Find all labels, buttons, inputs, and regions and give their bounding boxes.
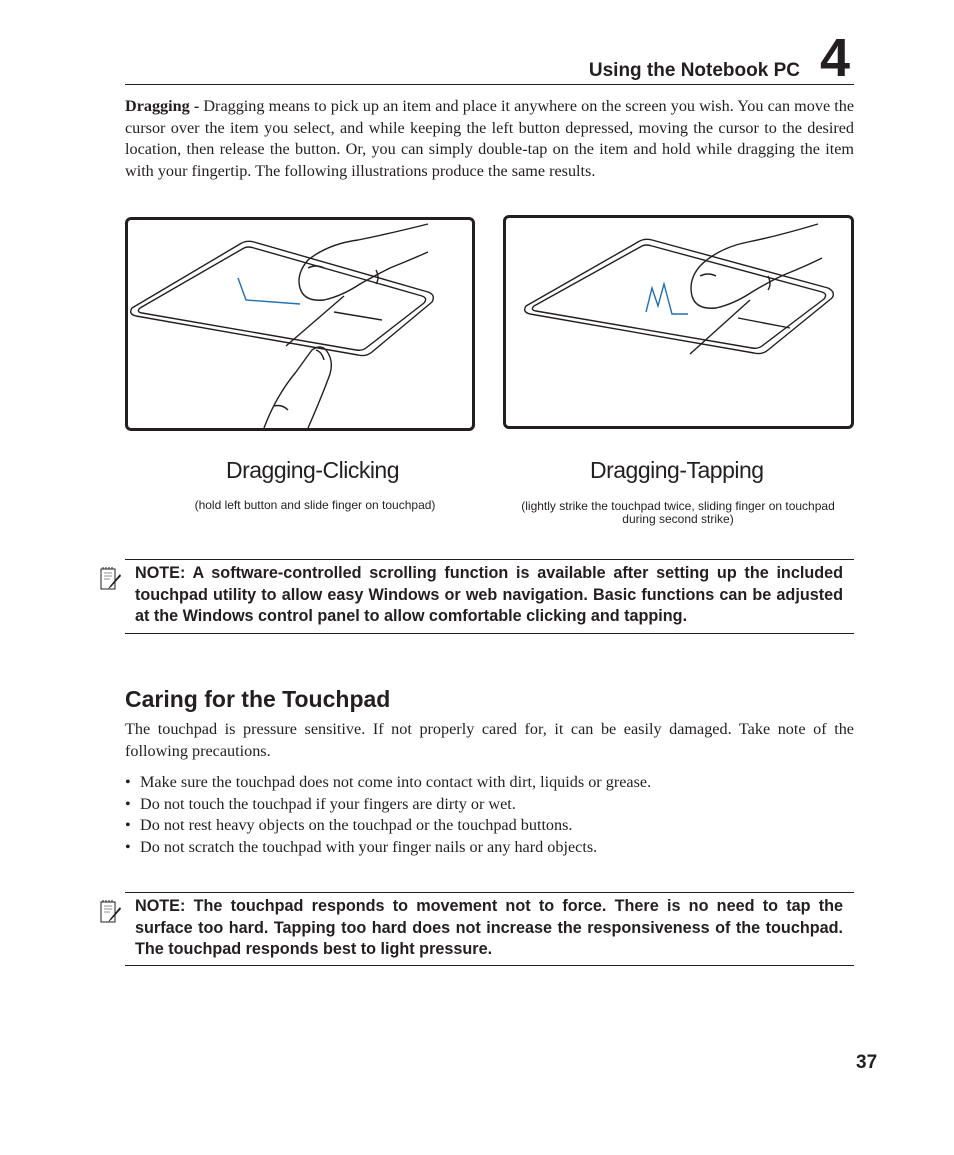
bullet-icon: • — [125, 794, 131, 813]
note-top-rule — [125, 559, 854, 560]
page-number: 37 — [856, 1052, 878, 1073]
figure-caption-dragging-clicking: (hold left button and slide finger on touchpad) — [194, 498, 436, 512]
running-header-title: Using the Notebook PC — [588, 60, 800, 81]
note-scrolling-text: NOTE: A software-controlled scrolling function is available after setting up the included touchpad utility to allow easy Windows or web navigation. Basic functions can be adjusted at the Windows control panel to allow comfortable clicking and tapping. — [135, 564, 843, 625]
dragging-term: Dragging - — [125, 97, 200, 115]
figure-title-dragging-clicking: Dragging-Clicking — [226, 457, 400, 483]
figure-title-dragging-tapping: Dragging-Tapping — [590, 457, 764, 483]
list-item: • Do not rest heavy objects on the touchpad or the touchpad buttons. — [125, 815, 854, 837]
header-rule — [125, 84, 854, 85]
section-title-caring: Caring for the Touchpad — [125, 686, 391, 712]
touchpad-click-drawing — [128, 220, 472, 428]
figure-caption-dragging-tapping: (lightly strike the touchpad twice, sliding finger on touchpad during second strike) — [521, 499, 835, 526]
list-item: • Do not scratch the touchpad with your finger nails or any hard objects. — [125, 837, 854, 859]
note-bottom-rule — [125, 965, 854, 966]
note-top-rule — [125, 892, 854, 893]
dragging-paragraph — [125, 96, 854, 182]
bullet-icon: • — [125, 837, 131, 856]
note-bottom-rule — [125, 633, 854, 634]
dragging-tapping-illustration — [503, 215, 854, 429]
note-pressure-text: NOTE: The touchpad responds to movement not to force. There is no need to tap the surface too hard. Tapping too hard does not increase the responsiveness of the touchpad. The touchpad responds best to light pressure. — [135, 897, 843, 958]
precautions-list — [125, 772, 854, 858]
bullet-icon: • — [125, 773, 131, 791]
chapter-number: 4 — [820, 28, 851, 88]
list-item: • Make sure the touchpad does not come into contact with dirt, liquids or grease. — [125, 772, 854, 794]
list-item: • Do not touch the touchpad if your fingers are dirty or wet. — [125, 794, 854, 816]
bullet-icon: • — [125, 816, 131, 834]
dragging-description: Dragging means to pick up an item and place it anywhere on the screen you wish. You can move the cursor over the item you select, and while keeping the left button depressed, moving the cursor to the desired location, then release the button. Or, you can simply double-tap on the item and hold while dragging the item with your fingertip. The following illustrations produce the same results. — [125, 97, 855, 180]
touchpad-tap-drawing — [506, 218, 851, 426]
caring-paragraph: The touchpad is pressure sensitive. If not properly cared for, it can be easily damaged. Take note of the following precautions. — [125, 720, 854, 760]
dragging-clicking-illustration — [125, 217, 475, 431]
note-pencil-icon — [100, 899, 122, 930]
note-pencil-icon — [100, 566, 122, 597]
